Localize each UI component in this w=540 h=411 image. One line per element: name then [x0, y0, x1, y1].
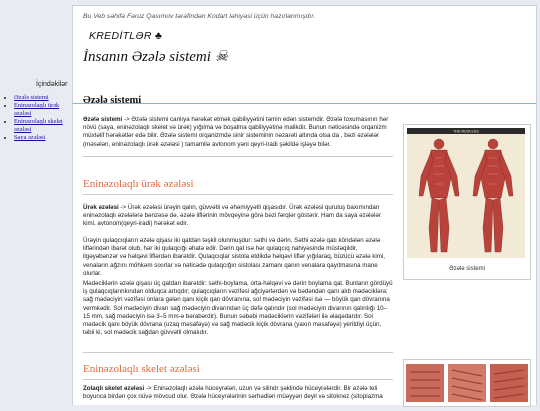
paragraph-text: -> Əzələ sistemi canlıya hərəkət etmək qabiliyyətini təmin edən sistemdir. Əzələ toxumasının hər növü (saya, eninəzolaqlı skelet və ürək) yığılma və boşalma qabiliyyətinə malikdir. Bunun nəticəsində orqanizm müxtəlif hərəkətlər edə bilir. Əzələ sistemi orqanizmdə sinir sisteminin nəzarəti altında olsa da , bəzi əzələlər (məsələn, eninəzolaqlı ürək əzələsi ) tamamilə avtonom yəni qeyri-iradi şəkildə işləyə bilər.: [83, 116, 389, 148]
toc-item: [14, 118, 72, 134]
term-bold: Ürək əzələsi: [83, 204, 119, 211]
term-bold: Əzələ sistemi: [83, 116, 123, 123]
divider: [83, 379, 393, 380]
credits-link[interactable]: KREDİTLƏR ♣: [89, 30, 163, 42]
section-heading-skeletal-muscle: Eninəzolaqlı skelet əzələsi: [83, 363, 200, 375]
section-paragraph: Mədəciklərin əzələ qişası üç qatdan ibarətdir: səthi-boylama, orta-həlqəvi və dərin boylama qat. Bunların gördüyü iş qulaqcıqlarınkından olduqca artıqdır; qulaqcıqların vəzifəsi ağciyərlərdən və bədəndən qanı alıb mədəciklərə; sağ mədəciyin vəzifəsi onlara gələn qanı kiçik qan dövranına, sol mədəciyin vəzifəsi isə — böyük qan dövranına vermkədir. Sol mədəciyin divarı sağ mədəciyin divarından üç dəfə qalındır (sol mədəciyin divarının qalınlığı 10–15 mm, sağ mədəciyin isə 3–5 mm-ə bərabərdir). Bunun səbəbi mədəciklərin vəzifələri ilə əlaqədardır. Sol mədəcik qanı böyük dövrana (uzaq məsafəyə) və sağ mədəcik kiçik dövrana (yaxın məsafəyə) yeritdiyi üçün, təbii ki, sol mədəcik sağdan güvvətli olmalıdır.: [83, 280, 393, 337]
term-bold: Zolaqlı skelet əzələsi: [83, 385, 145, 392]
page-title: İnsanın Əzələ sistemi ☠: [83, 49, 229, 65]
paragraph-text: -> Eninəzolaqlı əzələ hüceyrələri, uzun və silindr şəklində hüceyrələrdir. Bir əzələ teli boyunca birdən çox nüvə mövcud olur. Əzələ hüceyrələrinin sərhədləri müəyyən deyil və sitoknez (sitoplazma: [83, 385, 383, 401]
section-paragraph: [83, 385, 393, 401]
divider: [83, 156, 393, 157]
skeletal-muscle-image: [404, 360, 530, 406]
table-of-contents: [2, 94, 72, 142]
poster-title: THE MUSCLES: [453, 129, 479, 134]
section-heading-muscle-system: Əzələ sistemi: [83, 95, 142, 106]
section-paragraph: Ürəyin qulaqcıqların əzələ qişası iki qatdan təşkil olunmuşdur: səthi və dərin. Səthi əzələ qatı köndələn əzələ liflərindən ibarət olub, hər iki qulaqcığı əhatə edir. Dərin qat isə hər qulaqcıq nahiyəsində müstəqildir, ilgəyəbənzər və həlqəvi liflərdən ibarətdir. Qulaqcıqlar sistola etdikdə həlqəvi liflər yığılaraq, büzücü əzələ kimi, venaların ağzını möhkəm sıxırlar və nəticədə qulaqcığın sistolası zamanı qanın venalara qayıtmasına mane olurlar.: [83, 237, 385, 277]
toc-link-cardiac-muscle[interactable]: Eninəzolaqlı ürək əzələsi: [14, 102, 60, 117]
toc-title: İçindəkilər: [36, 81, 68, 88]
skeletal-muscle-figure: [403, 359, 531, 407]
section-paragraph: [83, 204, 393, 229]
toc-item: [14, 102, 72, 118]
page-header: [72, 5, 537, 105]
paragraph-text: -> Ürək əzələsi ürəyin qalın, güvvətli və əhəmiyyətli qişasıdır. Ürək əzələsi quruluş baxımından eninəzolaqlı əzələlərə bənzəsə də, əzələ liflərinin mövqeyinə görə bəzi fərqlər göstərir. Ham da saya əzələlər kimi, avtonom(qeyri-iradi) hərəkət edir.: [83, 204, 381, 228]
toc-link-smooth-muscle[interactable]: Saya əzələsi: [14, 134, 46, 141]
main-content: [72, 95, 537, 405]
toc-item: [14, 134, 72, 142]
section-heading-cardiac-muscle: Eninəzolaqlı ürək əzələsi: [83, 178, 194, 190]
muscle-poster-image: [407, 128, 525, 258]
sidebar: [0, 0, 72, 405]
toc-link-muscle-system[interactable]: Əzələ sistemi: [14, 94, 49, 101]
toc-link-skeletal-muscle[interactable]: Eninəzolaqlı skelet əzələsi: [14, 118, 63, 133]
figure-caption: Əzələ sistemi: [449, 266, 485, 272]
toc-item: [14, 94, 72, 102]
divider: [83, 352, 393, 353]
muscle-figure: [403, 124, 531, 280]
section-paragraph: [83, 116, 393, 149]
header-subtitle: Bu Veb səhifə Fəruz Qasımov tərəfindən Kodart ləhiyəsi üçün hazırlanmışdır.: [83, 13, 316, 20]
divider: [83, 194, 393, 195]
